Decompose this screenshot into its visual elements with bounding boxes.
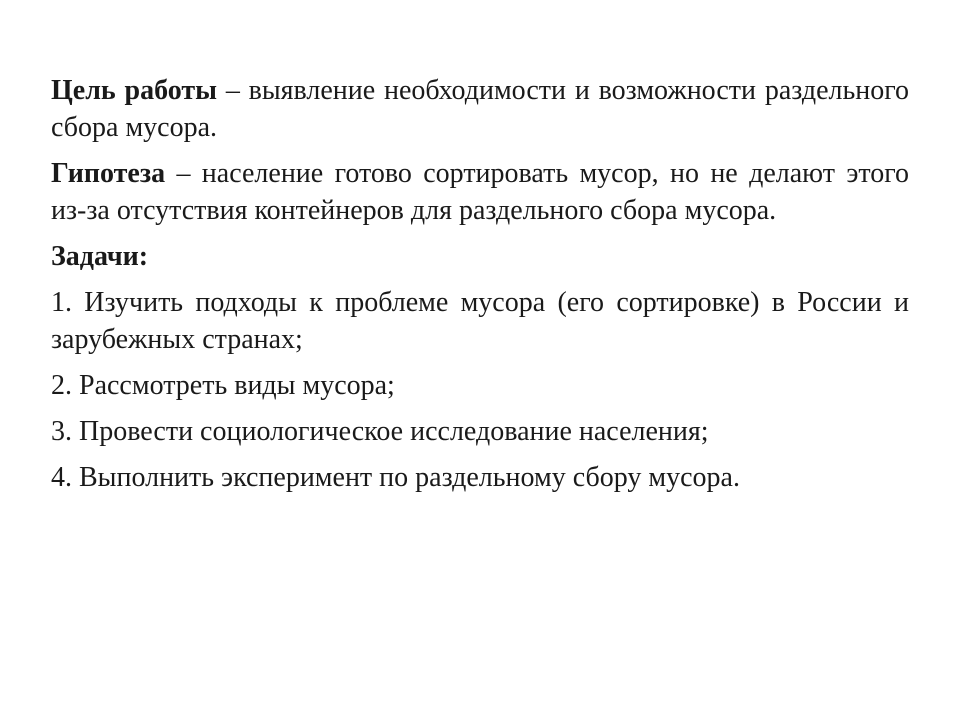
tasks-heading: Задачи:: [51, 241, 149, 272]
slide-body: [51, 72, 909, 505]
hypothesis-label: Гипотеза: [51, 158, 166, 189]
task-item-3: 3. Провести социологическое исследование населения;: [51, 416, 709, 447]
goal-paragraph: [51, 72, 909, 146]
hypothesis-paragraph: [51, 155, 909, 229]
goal-label: Цель работы: [51, 75, 217, 106]
hypothesis-text: – население готово сортировать мусор, но не делают этого из-за отсутствия контейнеров для раздельного сбора мусора.: [51, 158, 909, 226]
task-item-1: 1. Изучить подходы к проблеме мусора (его сортировке) в России и зарубежных странах;: [51, 287, 909, 355]
goal-text: – выявление необходимости и возможности раздельного сбора мусора.: [51, 75, 910, 143]
task-item-2: 2. Рассмотреть виды мусора;: [51, 370, 395, 401]
task-item-4: 4. Выполнить эксперимент по раздельному сбору мусора.: [51, 462, 740, 493]
